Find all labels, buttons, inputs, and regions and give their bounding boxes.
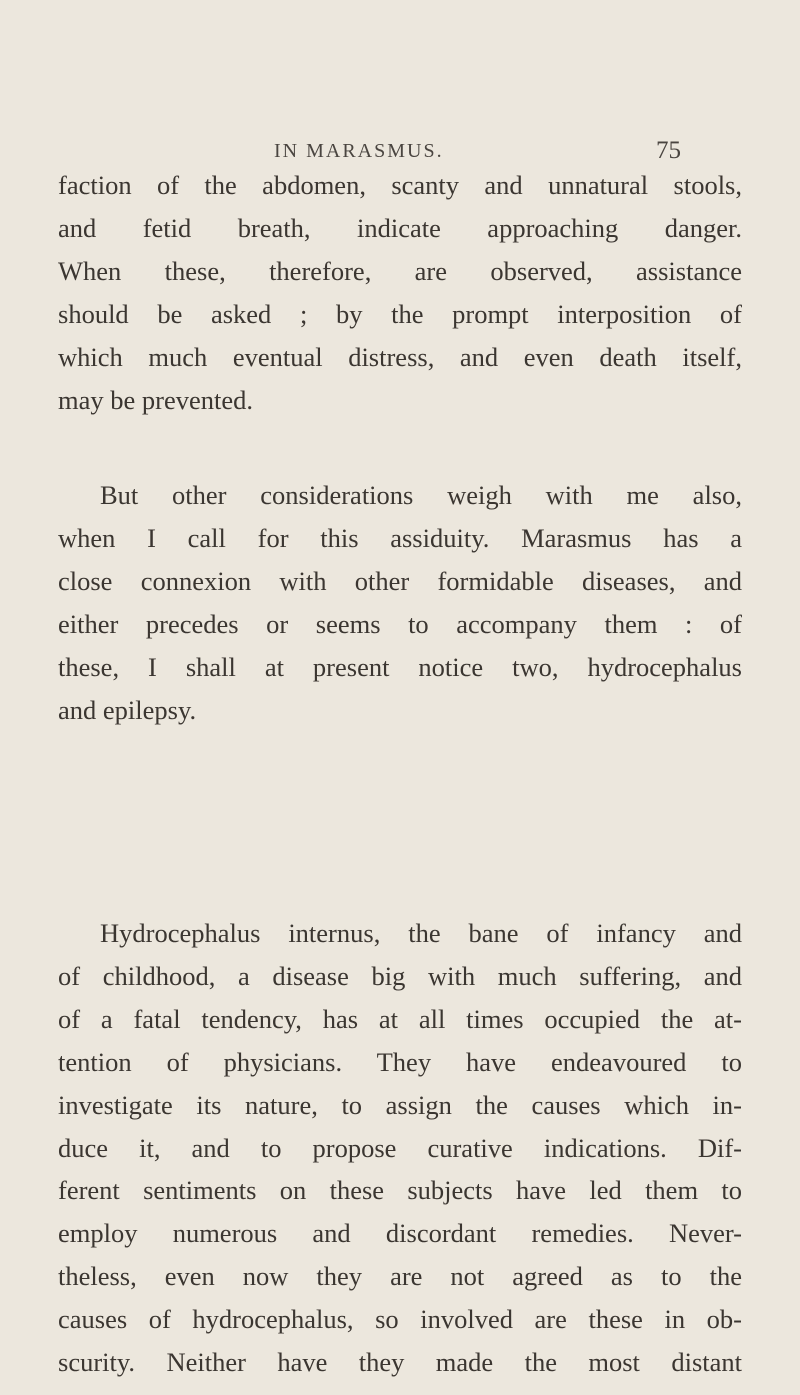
page-header	[0, 137, 800, 170]
text-line: and epilepsy.	[58, 695, 197, 725]
text-line: which much eventual distress, and even death itself,	[58, 342, 742, 372]
page-number: 75	[656, 137, 681, 164]
text-line: of childhood, a disease big with much suffering, and	[58, 961, 742, 991]
text-line: may be prevented.	[58, 385, 253, 415]
text-line: of a fatal tendency, has at all times occupied the at-	[58, 1004, 742, 1034]
running-head: IN MARASMUS.	[274, 140, 444, 162]
text-line: when I call for this assiduity. Marasmus has a	[58, 523, 742, 553]
text-line: tention of physicians. They have endeavoured to	[58, 1047, 742, 1077]
text-line: scurity. Neither have they made the most distant	[58, 1347, 742, 1377]
text-line: close connexion with other formidable diseases, and	[58, 566, 742, 596]
text-line: causes of hydrocephalus, so involved are these in ob-	[58, 1304, 742, 1334]
text-line: and fetid breath, indicate approaching danger.	[58, 213, 742, 243]
text-line: either precedes or seems to accompany them : of	[58, 609, 742, 639]
text-line: employ numerous and discordant remedies. Never-	[58, 1218, 742, 1248]
text-line: these, I shall at present notice two, hydrocephalus	[58, 652, 742, 682]
text-line: But other considerations weigh with me also,	[100, 480, 742, 510]
text-line: When these, therefore, are observed, assistance	[58, 256, 742, 286]
text-line: Hydrocephalus internus, the bane of infancy and	[100, 918, 742, 948]
text-line: investigate its nature, to assign the causes which in-	[58, 1090, 742, 1120]
text-line: should be asked ; by the prompt interposition of	[58, 299, 742, 329]
text-line: theless, even now they are not agreed as to the	[58, 1261, 742, 1291]
text-line: duce it, and to propose curative indications. Dif-	[58, 1133, 742, 1163]
text-line: ferent sentiments on these subjects have led them to	[58, 1175, 742, 1205]
text-line: faction of the abdomen, scanty and unnatural stools,	[58, 170, 742, 200]
